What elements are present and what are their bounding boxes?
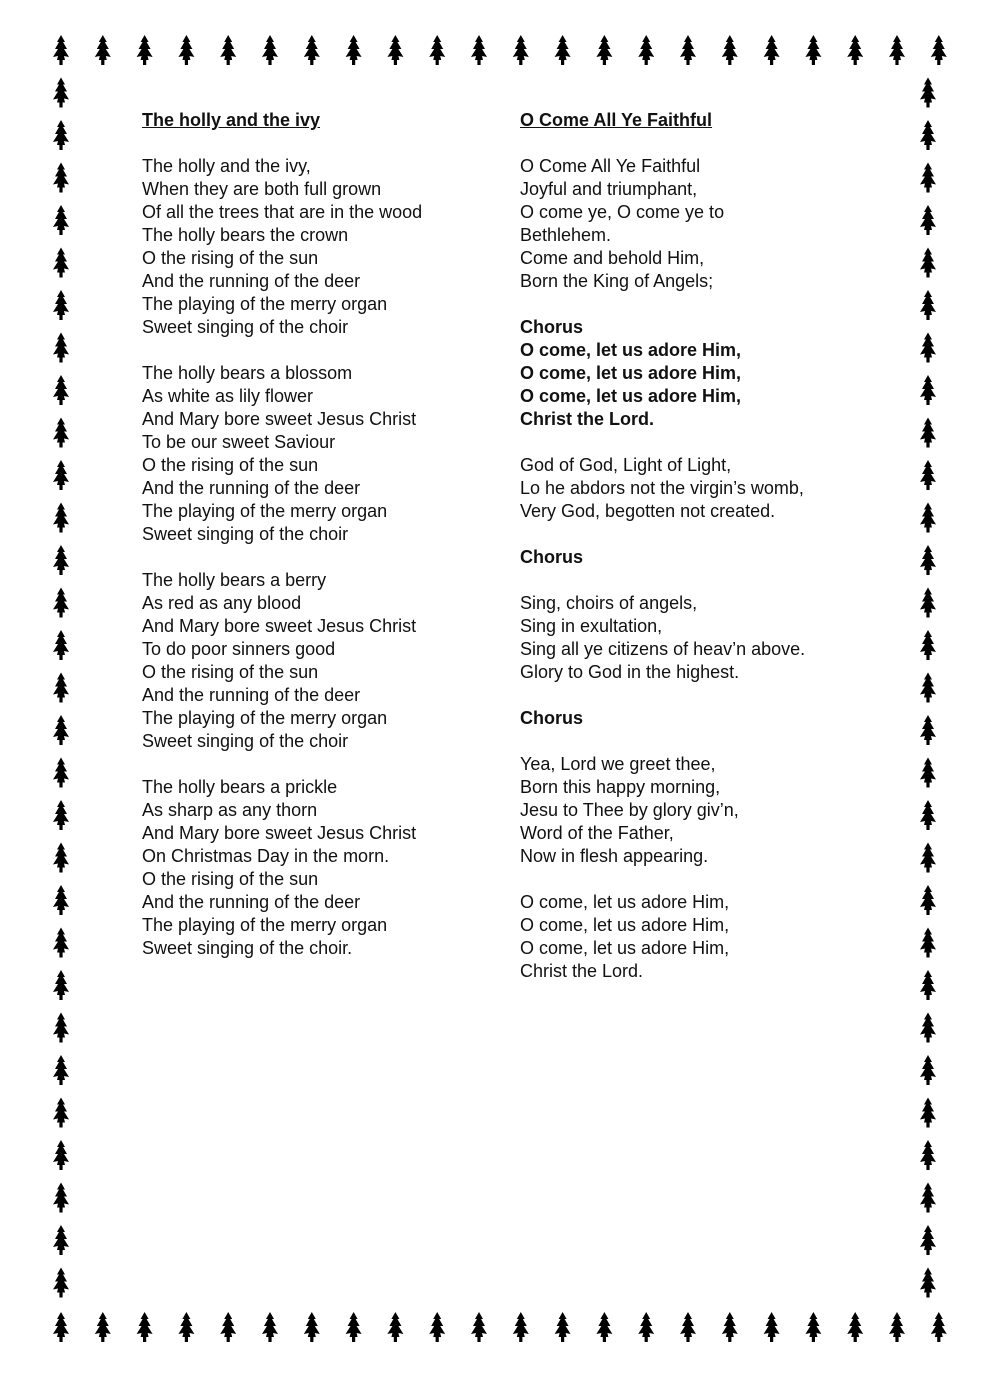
christmas-tree-icon [920, 375, 936, 405]
christmas-tree-icon [920, 588, 936, 618]
christmas-tree-icon [262, 35, 278, 65]
christmas-tree-icon [920, 885, 936, 915]
lyric-line: And Mary bore sweet Jesus Christ [142, 616, 417, 636]
christmas-tree-icon [920, 970, 936, 1000]
christmas-tree-icon [137, 35, 153, 65]
christmas-tree-icon [53, 1225, 69, 1255]
lyric-line: God of God, Light of Light, [520, 455, 732, 475]
lyric-line: O come, let us adore Him, [520, 938, 730, 958]
lyric-line: And the running of the deer [142, 271, 361, 291]
holly-and-ivy-song [142, 109, 492, 983]
christmas-tree-icon [920, 418, 936, 448]
lyric-line: On Christmas Day in the morn. [142, 846, 390, 866]
christmas-tree-icon [429, 1312, 445, 1342]
christmas-tree-icon [53, 800, 69, 830]
lyric-line: O the rising of the sun [142, 248, 319, 268]
christmas-tree-icon [596, 35, 612, 65]
christmas-tree-icon [53, 248, 69, 278]
lyric-line: The playing of the merry organ [142, 708, 388, 728]
lyric-line: Word of the Father, [520, 823, 674, 843]
lyric-line: The holly bears a blossom [142, 363, 353, 383]
lyric-line: And the running of the deer [142, 478, 361, 498]
lyric-line: Born this happy morning, [520, 777, 721, 797]
lyric-line: O come, let us adore Him, [520, 386, 742, 406]
lyric-line: Bethlehem. [520, 225, 612, 245]
christmas-tree-icon [471, 35, 487, 65]
verse-stanza [520, 753, 890, 868]
christmas-tree-icon [387, 35, 403, 65]
lyric-line: The playing of the merry organ [142, 501, 388, 521]
christmas-tree-icon [920, 333, 936, 363]
verse-stanza [142, 569, 492, 753]
lyric-line: O come, let us adore Him, [520, 892, 730, 912]
lyric-line: And Mary bore sweet Jesus Christ [142, 409, 417, 429]
christmas-tree-icon [764, 1312, 780, 1342]
lyric-line: Lo he abdors not the virgin’s womb, [520, 478, 804, 498]
verse-stanza [520, 592, 890, 684]
lyric-line: Sweet singing of the choir. [142, 938, 353, 958]
christmas-tree-icon [920, 503, 936, 533]
verse-stanza [142, 362, 492, 546]
song-title: O Come All Ye Faithful [520, 110, 713, 130]
christmas-tree-icon [920, 1268, 936, 1298]
lyric-line: Of all the trees that are in the wood [142, 202, 423, 222]
christmas-tree-icon [920, 715, 936, 745]
lyric-line: Chorus [520, 317, 583, 337]
christmas-tree-icon [53, 460, 69, 490]
lyric-line: The holly bears the crown [142, 225, 349, 245]
lyric-line: As white as lily flower [142, 386, 314, 406]
christmas-tree-icon [53, 885, 69, 915]
christmas-tree-icon [920, 460, 936, 490]
lyric-line: Sweet singing of the choir [142, 317, 349, 337]
christmas-tree-icon [53, 163, 69, 193]
song-stanzas [520, 155, 890, 983]
lyric-line: The holly and the ivy, [142, 156, 311, 176]
christmas-tree-icon [53, 630, 69, 660]
christmas-tree-icon [262, 1312, 278, 1342]
christmas-tree-icon [95, 35, 111, 65]
christmas-tree-icon [53, 1055, 69, 1085]
christmas-tree-icon [53, 1013, 69, 1043]
christmas-tree-icon [680, 1312, 696, 1342]
lyric-line: Sweet singing of the choir [142, 731, 349, 751]
christmas-tree-icon [53, 1140, 69, 1170]
verse-stanza [520, 454, 890, 523]
christmas-tree-icon [920, 630, 936, 660]
lyric-line: Sing in exultation, [520, 616, 663, 636]
christmas-tree-icon [920, 1183, 936, 1213]
christmas-tree-icon [53, 970, 69, 1000]
christmas-tree-icon [53, 503, 69, 533]
christmas-tree-icon [178, 35, 194, 65]
lyric-line: And the running of the deer [142, 685, 361, 705]
christmas-tree-icon [387, 1312, 403, 1342]
christmas-tree-icon [53, 1098, 69, 1128]
lyric-line: Now in flesh appearing. [520, 846, 709, 866]
lyric-line: Joyful and triumphant, [520, 179, 698, 199]
o-come-all-ye-faithful-song [520, 109, 890, 1006]
lyric-line: O come, let us adore Him, [520, 363, 742, 383]
christmas-tree-icon [920, 120, 936, 150]
christmas-tree-icon [220, 1312, 236, 1342]
christmas-tree-icon [53, 758, 69, 788]
christmas-tree-icon [95, 1312, 111, 1342]
christmas-tree-icon [53, 1183, 69, 1213]
lyric-line: O the rising of the sun [142, 662, 319, 682]
christmas-tree-icon [555, 35, 571, 65]
christmas-tree-icon [53, 290, 69, 320]
christmas-tree-icon [53, 928, 69, 958]
christmas-tree-icon [920, 800, 936, 830]
chorus-stanza [520, 316, 890, 431]
christmas-tree-icon [920, 1225, 936, 1255]
christmas-tree-icon [638, 35, 654, 65]
christmas-tree-icon [53, 333, 69, 363]
chorus-stanza [520, 546, 890, 569]
lyric-line: To be our sweet Saviour [142, 432, 336, 452]
christmas-tree-icon [53, 673, 69, 703]
christmas-tree-icon [931, 1312, 947, 1342]
christmas-tree-icon [178, 1312, 194, 1342]
christmas-tree-icon [53, 545, 69, 575]
christmas-tree-icon [53, 205, 69, 235]
christmas-tree-icon [346, 35, 362, 65]
christmas-tree-icon [931, 35, 947, 65]
lyric-line: The playing of the merry organ [142, 294, 388, 314]
christmas-tree-icon [53, 1312, 69, 1342]
christmas-tree-icon [429, 35, 445, 65]
christmas-tree-icon [920, 290, 936, 320]
christmas-tree-icon [53, 78, 69, 108]
christmas-tree-icon [680, 35, 696, 65]
christmas-tree-icon [722, 1312, 738, 1342]
lyric-line: The playing of the merry organ [142, 915, 388, 935]
christmas-tree-icon [920, 248, 936, 278]
christmas-tree-icon [920, 205, 936, 235]
christmas-tree-icon [53, 588, 69, 618]
christmas-tree-icon [920, 78, 936, 108]
christmas-tree-icon [920, 928, 936, 958]
lyric-line: O come ye, O come ye to [520, 202, 725, 222]
lyric-line: O the rising of the sun [142, 455, 319, 475]
lyric-line: Very God, begotten not created. [520, 501, 776, 521]
christmas-tree-icon [920, 545, 936, 575]
lyric-line: And Mary bore sweet Jesus Christ [142, 823, 417, 843]
lyric-line: Christ the Lord. [520, 961, 644, 981]
christmas-tree-icon [889, 35, 905, 65]
christmas-tree-icon [805, 35, 821, 65]
christmas-tree-icon [513, 1312, 529, 1342]
verse-stanza [520, 891, 890, 983]
christmas-tree-icon [53, 120, 69, 150]
lyric-line: Glory to God in the highest. [520, 662, 740, 682]
verse-stanza [142, 155, 492, 339]
lyric-line: Yea, Lord we greet thee, [520, 754, 716, 774]
christmas-tree-icon [722, 35, 738, 65]
christmas-tree-icon [137, 1312, 153, 1342]
christmas-tree-icon [596, 1312, 612, 1342]
christmas-tree-icon [920, 1098, 936, 1128]
song-title: The holly and the ivy [142, 110, 321, 130]
lyric-line: Jesu to Thee by glory giv’n, [520, 800, 739, 820]
christmas-tree-icon [805, 1312, 821, 1342]
christmas-tree-icon [53, 35, 69, 65]
lyric-line: The holly bears a prickle [142, 777, 338, 797]
lyric-line: O Come All Ye Faithful [520, 156, 701, 176]
lyric-line: To do poor sinners good [142, 639, 336, 659]
christmas-tree-icon [920, 1140, 936, 1170]
lyric-line: Born the King of Angels; [520, 271, 714, 291]
christmas-tree-icon [764, 35, 780, 65]
christmas-tree-icon [53, 375, 69, 405]
lyric-line: As sharp as any thorn [142, 800, 318, 820]
chorus-stanza [520, 707, 890, 730]
christmas-tree-icon [920, 163, 936, 193]
lyric-line: O come, let us adore Him, [520, 340, 742, 360]
lyric-line: Chorus [520, 708, 583, 728]
lyric-line: Sing, choirs of angels, [520, 593, 698, 613]
christmas-tree-icon [513, 35, 529, 65]
christmas-tree-icon [346, 1312, 362, 1342]
lyric-line: The holly bears a berry [142, 570, 327, 590]
christmas-tree-icon [847, 1312, 863, 1342]
christmas-tree-icon [53, 715, 69, 745]
christmas-tree-icon [920, 758, 936, 788]
lyric-line: As red as any blood [142, 593, 302, 613]
christmas-tree-icon [304, 1312, 320, 1342]
lyric-line: Sweet singing of the choir [142, 524, 349, 544]
lyric-line: Sing all ye citizens of heav’n above. [520, 639, 806, 659]
lyric-line: Christ the Lord. [520, 409, 654, 429]
christmas-tree-icon [471, 1312, 487, 1342]
lyric-line: O the rising of the sun [142, 869, 319, 889]
lyric-line: O come, let us adore Him, [520, 915, 730, 935]
christmas-tree-icon [304, 35, 320, 65]
christmas-tree-icon [920, 843, 936, 873]
lyric-line: Come and behold Him, [520, 248, 705, 268]
christmas-tree-icon [53, 1268, 69, 1298]
christmas-tree-icon [220, 35, 236, 65]
song-stanzas [142, 155, 492, 960]
lyric-line: And the running of the deer [142, 892, 361, 912]
lyric-line: When they are both full grown [142, 179, 382, 199]
christmas-tree-icon [53, 843, 69, 873]
christmas-tree-icon [53, 418, 69, 448]
christmas-tree-icon [920, 1055, 936, 1085]
christmas-tree-icon [847, 35, 863, 65]
christmas-tree-icon [889, 1312, 905, 1342]
verse-stanza [142, 776, 492, 960]
christmas-tree-icon [920, 673, 936, 703]
christmas-tree-icon [638, 1312, 654, 1342]
christmas-tree-icon [555, 1312, 571, 1342]
lyric-line: Chorus [520, 547, 583, 567]
christmas-tree-icon [920, 1013, 936, 1043]
verse-stanza [520, 155, 890, 293]
